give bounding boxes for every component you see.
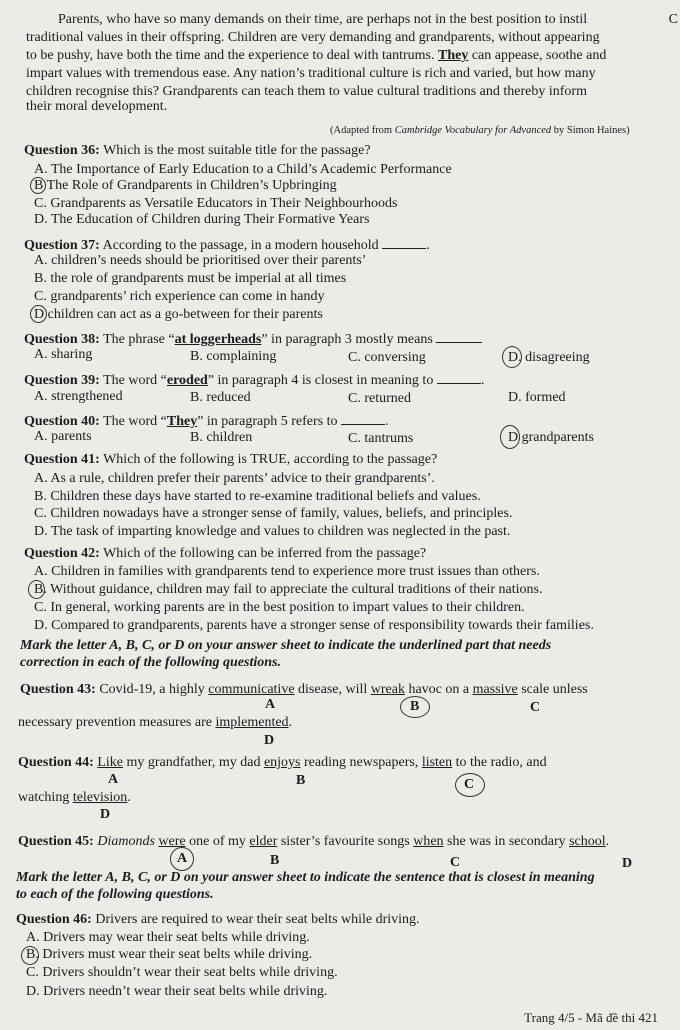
question-41: Question 41: Which of the following is TRUE, according to the passage? [24,452,438,467]
question-39: Question 39: The word “eroded” in paragraph 4 is closest in meaning to . [24,373,485,388]
instruction-error-identification-line-1: Mark the letter A, B, C, or D on your answer sheet to indicate the underlined part that needs [20,638,552,653]
passage-line-5: children recognise this? Grandparents can teach them to value cultural traditions and thereby inform [26,84,587,99]
q41-option-c[interactable]: C. Children nowadays have a stronger sense of family, values, beliefs, and principles. [34,506,513,521]
q46-option-a[interactable]: A. Drivers may wear their seat belts while driving. [26,930,310,945]
question-43-line-2: necessary prevention measures are implemented. [18,715,293,730]
q43-letter-c[interactable]: C [530,700,541,715]
question-46: Question 46: Drivers are required to wear their seat belts while driving. [16,912,420,927]
q40-option-d[interactable]: D grandparents [508,430,594,445]
q44-letter-b[interactable]: B [296,773,306,788]
q38-option-c[interactable]: C. conversing [348,350,426,365]
edge-letter: C [668,12,678,27]
passage-line-1: Parents, who have so many demands on their time, are perhaps not in the best position to instil [58,12,588,27]
q44-letter-d[interactable]: D [100,807,111,822]
q43-letter-b[interactable]: B [410,699,420,714]
q43-part-c: massive [472,682,518,697]
q45-part-a: were [158,834,186,849]
q46-option-b[interactable]: B. Drivers must wear their seat belts while driving. [26,947,313,962]
answer-circle-q45 [170,847,194,871]
q43-part-a: communicative [208,682,295,697]
q44-part-b: enjoys [263,755,301,770]
answer-circle-q46 [21,946,39,965]
question-43-line-1: Question 43: Covid-19, a highly communicative disease, will wreak havoc on a massive scale unless [20,682,588,697]
q41-option-b[interactable]: B. Children these days have started to re-examine traditional beliefs and values. [34,489,481,504]
q45-part-c: when [413,834,444,849]
passage-line-2: traditional values in their offspring. Children are very demanding and grandparents, without appearing [26,30,600,45]
q38-option-d[interactable]: D. disagreeing [508,350,590,365]
q44-letter-a[interactable]: A [108,772,119,787]
answer-circle-q37 [30,305,47,323]
q40-option-a[interactable]: A. parents [34,429,92,444]
q38-option-a[interactable]: A. sharing [34,347,93,362]
question-36: Question 36: Which is the most suitable title for the passage? [24,143,371,158]
q41-option-d[interactable]: D. The task of imparting knowledge and values to children was neglected in the past. [34,524,511,539]
passage-source: (Adapted from Cambridge Vocabulary for Advanced by Simon Haines) [330,125,630,136]
q45-letter-d[interactable]: D [622,856,633,871]
q44-letter-c[interactable]: C [464,777,475,792]
q43-letter-a[interactable]: A [265,697,276,712]
instruction-closest-meaning-line-1: Mark the letter A, B, C, or D on your answer sheet to indicate the sentence that is closest in meaning [16,870,595,885]
passage-line-4: impart values with tremendous ease. Any nation’s traditional culture is rich and varied, but how many [26,66,596,81]
question-44-line-2: watching television. [18,790,131,805]
question-40: Question 40: The word “They” in paragraph 5 refers to . [24,414,389,429]
q37-option-c[interactable]: C. grandparents’ rich experience can come in handy [34,289,325,304]
q44-part-a: Like [97,755,123,770]
q39-option-c[interactable]: C. returned [348,391,411,406]
q36-option-d[interactable]: D. The Education of Children during Their Formative Years [34,212,370,227]
question-45: Question 45: Diamonds were one of my elder sister’s favourite songs when she was in secondary school. [18,834,610,849]
answer-circle-q38 [502,346,522,368]
q44-part-d: television [72,790,128,805]
q43-part-d: implemented [215,715,289,730]
q39-option-a[interactable]: A. strengthened [34,389,123,404]
q40-word: They [166,414,198,429]
answer-circle-q36 [30,177,46,194]
q37-option-a[interactable]: A. children’s needs should be prioritised over their parents’ [34,253,367,268]
q36-option-b[interactable]: B The Role of Grandparents in Children’s Upbringing [34,178,337,193]
passage-line-6: their moral development. [26,99,168,114]
question-44-line-1: Question 44: Like my grandfather, my dad enjoys reading newspapers, listen to the radio, and [18,755,547,770]
question-38: Question 38: The phrase “at loggerheads” in paragraph 3 mostly means [24,330,482,348]
instruction-closest-meaning-line-2: to each of the following questions. [16,887,214,902]
q38-phrase: at loggerheads [174,332,262,347]
q45-letter-c[interactable]: C [450,855,461,870]
q38-option-b[interactable]: B. complaining [190,349,277,364]
q39-option-d[interactable]: D. formed [508,390,566,405]
q46-option-d[interactable]: D. Drivers needn’t wear their seat belts while driving. [26,984,328,999]
q43-letter-d[interactable]: D [264,733,275,748]
q39-option-b[interactable]: B. reduced [190,390,251,405]
answer-circle-q44 [455,773,485,797]
q41-option-a[interactable]: A. As a rule, children prefer their parents’ advice to their grandparents’. [34,471,435,486]
q37-option-b[interactable]: B. the role of grandparents must be imperial at all times [34,271,347,286]
q36-option-c[interactable]: C. Grandparents as Versatile Educators in Their Neighbourhoods [34,196,398,211]
answer-circle-q40 [500,425,520,449]
q40-option-c[interactable]: C. tantrums [348,431,414,446]
q43-part-b: wreak [370,682,405,697]
question-37: Question 37: According to the passage, in a modern household . [24,238,430,253]
q42-option-c[interactable]: C. In general, working parents are in the best position to impart values to their children. [34,600,525,615]
q42-option-a[interactable]: A. Children in families with grandparents tend to experience more trust issues than others. [34,564,540,579]
q42-option-d[interactable]: D. Compared to grandparents, parents have a stronger sense of responsibility towards their families. [34,618,594,633]
q42-option-b[interactable]: B. Without guidance, children may fail to appreciate the cultural traditions of their nations. [34,582,543,597]
page-footer: Trang 4/5 - Mã đề thi 421 [524,1010,658,1025]
q40-option-b[interactable]: B. children [190,430,253,445]
q45-part-b: elder [249,834,278,849]
question-42: Question 42: Which of the following can be inferred from the passage? [24,546,427,561]
instruction-error-identification-line-2: correction in each of the following questions. [20,655,281,670]
q45-letter-b[interactable]: B [270,853,280,868]
answer-circle-q43 [400,696,430,718]
q45-part-d: school [569,834,606,849]
q45-letter-a[interactable]: A [177,851,188,866]
passage-line-3: to be pushy, have both the time and the experience to deal with tantrums. They can appease, soothe and [26,48,607,63]
q46-option-c[interactable]: C. Drivers shouldn’t wear their seat belts while driving. [26,965,338,980]
q37-option-d[interactable]: D children can act as a go-between for their parents [34,307,323,322]
q36-option-a[interactable]: A. The Importance of Early Education to a Child’s Academic Performance [34,162,452,177]
q39-word: eroded [166,373,208,388]
answer-circle-q42 [28,580,45,599]
q44-part-c: listen [421,755,453,770]
passage-underlined-they: They [437,48,469,63]
